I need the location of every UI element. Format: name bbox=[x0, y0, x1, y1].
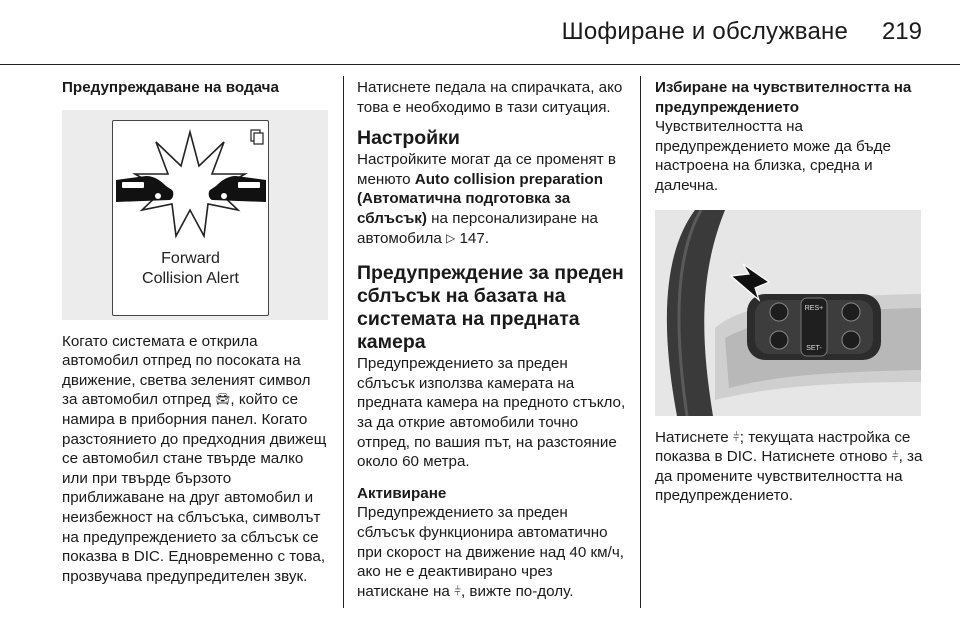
page-reference-icon: ▷ bbox=[446, 230, 456, 245]
camera-warning-heading: Предупреждение за преден сблъсък на базата на системата на предната камера bbox=[357, 262, 624, 354]
column-3 bbox=[655, 78, 925, 506]
document-icon bbox=[251, 130, 263, 144]
page-reference-number: 147. bbox=[459, 229, 490, 247]
header-divider bbox=[0, 64, 960, 65]
section-title: Шофиране и обслужване bbox=[561, 18, 848, 45]
column-divider-2 bbox=[640, 76, 641, 608]
alert-description: Когато системата е открила автомобил отпред по посоката на движение, светва зеленият символ за автомобил отпред 🚘︎, който се намира в приборния панел. Когато разстоянието до предходния движещ се автомобил стане твърде малко или при твърде бързото приближаване на друг автомобил и неизбежност на сблъсъка, символът на предупреждението за сблъсък се показва в DIC. Едновременно с това, прозвучава предупредителен звук. bbox=[62, 332, 327, 585]
distance-button bbox=[770, 303, 788, 321]
forward-collision-alert-figure bbox=[62, 110, 328, 320]
menu-name: Auto collision preparation (Автоматична подготовка за сблъсък) bbox=[357, 170, 603, 227]
cancel-button bbox=[842, 331, 860, 349]
following-distance-icon: ⫩ bbox=[454, 583, 461, 598]
limiter-button bbox=[842, 303, 860, 321]
column-divider-1 bbox=[343, 76, 344, 608]
page-header bbox=[0, 0, 960, 64]
sensitivity-description: Чувствителността на предупреждението може да бъде настроена на близка, средна и далечна. bbox=[655, 118, 891, 194]
brake-instruction: Натиснете педала на спирачката, ако това е необходимо в тази ситуация. bbox=[357, 79, 623, 116]
following-distance-icon: ⫩ bbox=[732, 429, 740, 444]
car-front-icon: 🚘︎ bbox=[215, 392, 231, 407]
cruise-on-off-button bbox=[770, 331, 788, 349]
sensitivity-instruction: Натиснете ⫩; текущата настройка се показва в DIC. Натиснете отново ⫩, за да промените чувствителността на предупреждението. bbox=[655, 428, 923, 505]
activation-heading: Активиране bbox=[357, 484, 447, 502]
figure-caption-line1: Forward bbox=[161, 249, 220, 267]
column-1 bbox=[62, 78, 328, 586]
steering-wheel-figure bbox=[655, 210, 921, 416]
set-label: SET- bbox=[806, 344, 822, 352]
settings-heading: Настройки bbox=[357, 127, 460, 150]
settings-description: Настройките могат да се променят в менюто Auto collision preparation (Автоматична подготовка за сблъсък) на персонализиране на автомобила ▷ 147. bbox=[357, 151, 616, 247]
driver-alert-heading: Предупреждаване на водача bbox=[62, 79, 279, 96]
camera-warning-description: Предупреждението за преден сблъсък използва камерата на предната камера на предното стъкло, за да открие автомобили точно отпред, по вашия път, на разстояние около 60 метра. bbox=[357, 355, 626, 471]
column-2 bbox=[357, 78, 627, 601]
activation-description: Предупреждението за преден сблъсък функционира автоматично при скорост на движение над 40 км/ч, ако не е деактивирано чрез натискане на ⫩, вижте по-долу. bbox=[357, 504, 624, 600]
res-label: RES+ bbox=[804, 304, 824, 312]
steering-wheel-illustration bbox=[655, 210, 921, 416]
page-number: 219 bbox=[881, 18, 922, 45]
following-distance-icon: ⫩ bbox=[891, 449, 899, 464]
figure-caption-line2: Collision Alert bbox=[142, 269, 239, 287]
sensitivity-heading: Избиране на чувствителността на предупреждението bbox=[655, 79, 912, 116]
